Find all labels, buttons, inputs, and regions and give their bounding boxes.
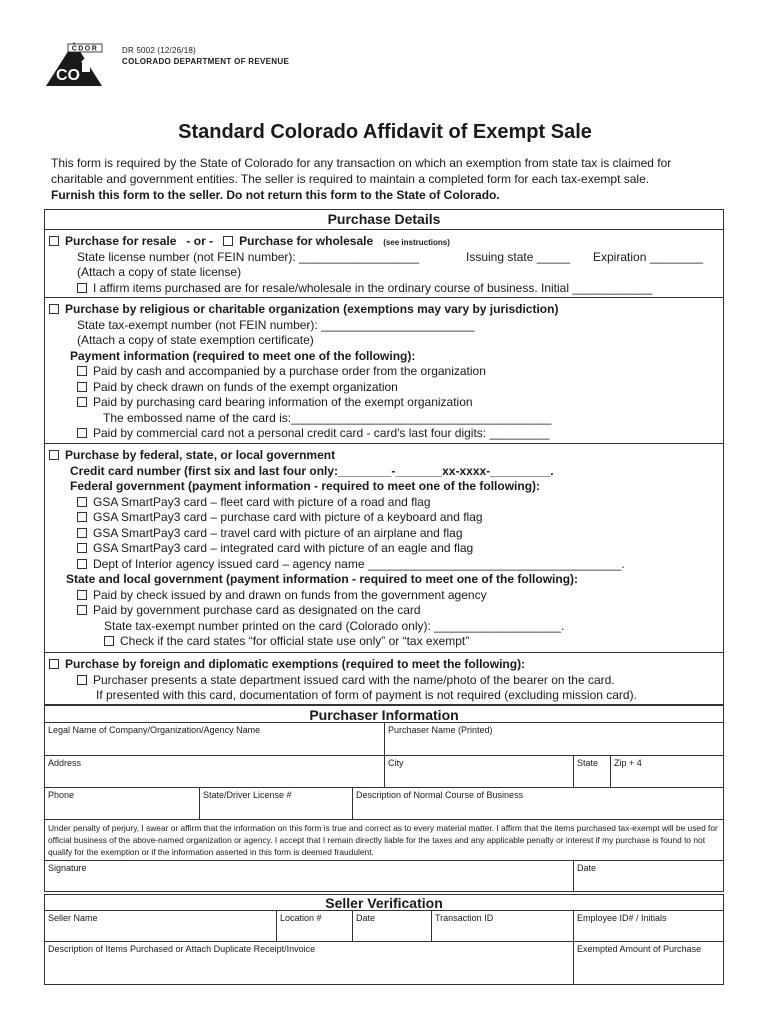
gov-tax-number-field[interactable]: State tax-exempt number printed on the card (Colorado only): ___________________. <box>104 619 565 633</box>
location-field[interactable]: Location # <box>276 910 353 942</box>
perjury-statement: Under penalty of perjury, I swear or affirm that the information on this form is true and correct as to every material matter. I affirm that the items purchased tax-exempt will be used for official business of the above-named organization or agency. I accept that I remain directly liable for the taxes and any applicable penalty or interest if my purchase is found to not qualify for the exemption or if the information asserted in this form is deemed fraudulent. <box>44 819 724 861</box>
government-checkbox[interactable] <box>49 450 59 460</box>
gsa-integrated-label: GSA SmartPay3 card – integrated card with picture of an eagle and flag <box>93 541 474 555</box>
intro-text <box>51 155 731 203</box>
government-row <box>49 448 335 462</box>
commercial-card-checkbox[interactable] <box>77 428 87 438</box>
gsa-option-row <box>77 526 463 540</box>
address-field[interactable]: Address <box>44 755 385 788</box>
religious-tax-number-field[interactable]: State tax-exempt number (not FEIN number): _______________________ <box>77 318 475 332</box>
state-field[interactable]: State <box>573 755 611 788</box>
gsa-purchase-label: GSA SmartPay3 card – purchase card with picture of a keyboard and flag <box>93 510 483 524</box>
business-description-field[interactable]: Description of Normal Course of Business <box>352 787 724 820</box>
gsa-purchase-checkbox[interactable] <box>77 512 87 522</box>
gsa-fleet-checkbox[interactable] <box>77 497 87 507</box>
expiration-field[interactable]: Expiration ________ <box>593 250 704 264</box>
religious-row <box>49 302 558 316</box>
attach-certificate-note: (Attach a copy of state exemption certificate) <box>77 333 314 347</box>
official-use-checkbox[interactable] <box>104 636 114 646</box>
purchaser-date-field[interactable]: Date <box>573 860 724 892</box>
gsa-option-row <box>77 557 625 571</box>
gsa-fleet-label: GSA SmartPay3 card – fleet card with picture of a road and flag <box>93 495 431 509</box>
gsa-option-row <box>77 541 473 555</box>
purchaser-printed-name-field[interactable]: Purchaser Name (Printed) <box>384 722 724 756</box>
religious-checkbox[interactable] <box>49 304 59 314</box>
driver-license-field[interactable]: State/Driver License # <box>199 787 353 820</box>
logo-co: CO <box>56 67 80 84</box>
affirm-label: I affirm items purchased are for resale/wholesale in the ordinary course of business. Initial ____________ <box>93 281 653 295</box>
foreign-note: If presented with this card, documentation of form of payment is not required (excluding mission card). <box>96 688 637 702</box>
cdor-logo <box>46 40 118 88</box>
official-use-row <box>104 634 469 648</box>
seller-heading: Seller Verification <box>325 895 443 911</box>
purchase-details-section <box>44 209 724 705</box>
gsa-travel-checkbox[interactable] <box>77 528 87 538</box>
purchasing-card-label: Paid by purchasing card bearing information of the exempt organization <box>93 395 473 409</box>
purchasing-card-checkbox[interactable] <box>77 397 87 407</box>
department-name: COLORADO DEPARTMENT OF REVENUE <box>122 57 290 66</box>
seller-name-field[interactable]: Seller Name <box>44 910 277 942</box>
gov-check-checkbox[interactable] <box>77 590 87 600</box>
resale-label: Purchase for resale <box>65 234 177 248</box>
credit-card-number-field[interactable]: Credit card number (first six and last four only:________-_______xx-xxxx-_________. <box>70 464 554 478</box>
gsa-option-row <box>77 510 483 524</box>
state-dept-card-label: Purchaser presents a state department issued card with the name/photo of the bearer on the card. <box>93 673 615 687</box>
commercial-card-label: Paid by commercial card not a personal credit card - card's last four digits: _________ <box>93 426 550 440</box>
foreign-option-row <box>77 673 615 687</box>
state-dept-card-checkbox[interactable] <box>77 675 87 685</box>
resale-row <box>49 234 450 248</box>
resale-checkbox[interactable] <box>49 236 59 246</box>
religious-option-row <box>77 426 550 440</box>
attach-license-note: (Attach a copy of state license) <box>77 265 242 279</box>
cash-label: Paid by cash and accompanied by a purchase order from the organization <box>93 364 486 378</box>
gsa-option-row <box>77 495 431 509</box>
gov-card-checkbox[interactable] <box>77 605 87 615</box>
government-label: Purchase by federal, state, or local government <box>65 448 336 462</box>
seller-heading-bar <box>44 894 724 911</box>
affirm-checkbox[interactable] <box>77 283 87 293</box>
foreign-checkbox[interactable] <box>49 659 59 669</box>
seller-date-field[interactable]: Date <box>352 910 432 942</box>
religious-option-row <box>77 380 398 394</box>
zip-field[interactable]: Zip + 4 <box>610 755 724 788</box>
or-label: - or - <box>186 234 214 248</box>
payment-info-heading: Payment information (required to meet one of the following): <box>70 349 416 363</box>
check-checkbox[interactable] <box>77 382 87 392</box>
signature-field[interactable]: Signature <box>44 860 574 892</box>
foreign-label: Purchase by foreign and diplomatic exemptions (required to meet the following): <box>65 657 526 671</box>
transaction-id-field[interactable]: Transaction ID <box>431 910 574 942</box>
intro-line: This form is required by the State of Colorado for any transaction on which an exemption from state tax is claimed for <box>51 156 672 170</box>
foreign-row <box>49 657 525 671</box>
purchaser-heading: Purchaser Information <box>309 707 459 723</box>
wholesale-checkbox[interactable] <box>223 236 233 246</box>
gsa-travel-label: GSA SmartPay3 card – travel card with picture of an airplane and flag <box>93 526 463 540</box>
legal-name-field[interactable]: Legal Name of Company/Organization/Agency Name <box>44 722 385 756</box>
cash-checkbox[interactable] <box>77 366 87 376</box>
exempted-amount-field[interactable]: Exempted Amount of Purchase <box>573 941 724 985</box>
purchase-details-heading: Purchase Details <box>327 211 441 227</box>
items-description-field[interactable]: Description of Items Purchased or Attach Duplicate Receipt/Invoice <box>44 941 574 985</box>
check-label: Paid by check drawn on funds of the exempt organization <box>93 380 398 394</box>
religious-label: Purchase by religious or charitable organization (exemptions may vary by jurisdiction) <box>65 302 559 316</box>
purchaser-heading-bar <box>44 705 724 723</box>
gov-check-label: Paid by check issued by and drawn on funds from the government agency <box>93 588 487 602</box>
intro-line: charitable and government entities. The seller is required to maintain a completed form for each tax-exempt sale. <box>51 172 650 186</box>
intro-warning: Furnish this form to the seller. Do not return this form to the State of Colorado. <box>51 188 500 202</box>
logo-letters: CDOR <box>71 45 99 53</box>
interior-label: Dept of Interior agency issued card – agency name ______________________________________. <box>93 557 625 571</box>
page-title: Standard Colorado Affidavit of Exempt Sale <box>178 121 592 143</box>
affirm-row <box>77 281 652 295</box>
employee-id-field[interactable]: Employee ID# / Initials <box>573 910 724 942</box>
federal-heading: Federal government (payment information - required to meet one of the following): <box>70 479 541 493</box>
wholesale-label: Purchase for wholesale <box>239 234 374 248</box>
religious-option-row <box>77 364 486 378</box>
embossed-name-field[interactable]: The embossed name of the card is:_______________________________________ <box>103 411 552 425</box>
city-field[interactable]: City <box>384 755 574 788</box>
state-local-heading: State and local government (payment information - required to meet one of the following): <box>66 572 579 586</box>
interior-checkbox[interactable] <box>77 559 87 569</box>
form-number: DR 5002 (12/26/18) <box>122 46 196 55</box>
state-license-field[interactable]: State license number (not FEIN number): __________________ <box>77 250 420 264</box>
state-option-row <box>77 588 487 602</box>
state-option-row <box>77 603 421 617</box>
phone-field[interactable]: Phone <box>44 787 200 820</box>
gov-card-label: Paid by government purchase card as designated on the card <box>93 603 421 617</box>
gsa-integrated-checkbox[interactable] <box>77 543 87 553</box>
official-use-label: Check if the card states “for official state use only” or “tax exempt” <box>120 634 470 648</box>
issuing-state-field[interactable]: Issuing state _____ <box>466 250 571 264</box>
instructions-note: (see instructions) <box>383 238 450 247</box>
religious-option-row <box>77 395 473 409</box>
